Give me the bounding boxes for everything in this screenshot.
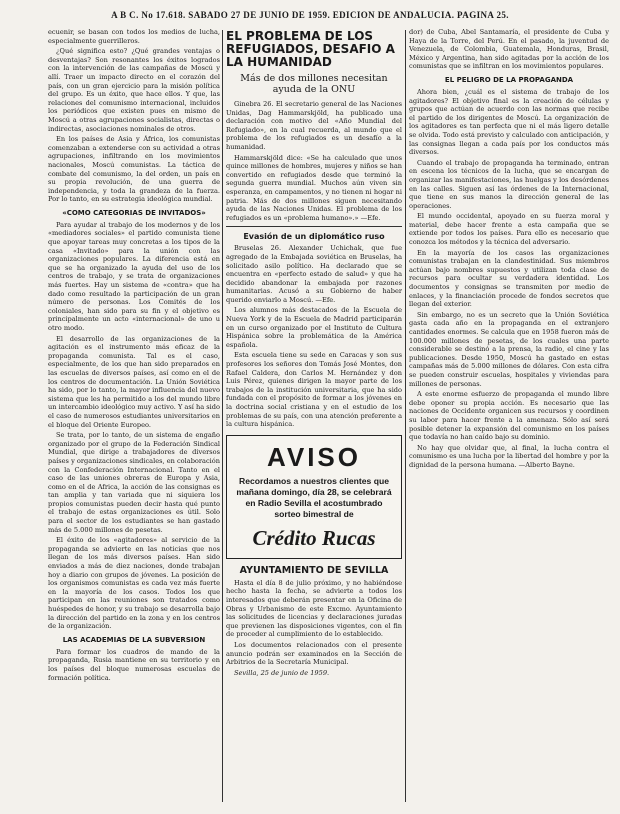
ad-body: Recordamos a nuestros clientes que mañana domingo, día 28, se celebrará en Radio Sevilla el acostumbrado sorteo bimestral de: [236, 475, 392, 519]
article-paragraph: Bruselas 26. Alexander Uchichak, que fue agregado de la Embajada soviética en Bruselas, ha solicitado asilo político. Ha declarado que se encuentra en «perfecto estado de salud» y que ha decidido abandonar la embajada por razones humanitarias. Acusó a su Gobierno de haber querido enviarlo a Moscú. —Efe.: [226, 244, 402, 304]
article-paragraph: A este enorme esfuerzo de propaganda el mundo libre debe oponer su propia acción. Es necesario que las naciones de Occidente organicen sus recursos y coordinen su labor para hacer frente a la amenaza. Sólo así será posible detener la expansión del comunismo en los países que todavía no han caído bajo su dominio.: [409, 390, 609, 442]
advertisement-box: [226, 435, 402, 559]
article-paragraph: Para ayudar al trabajo de los modernos y de los «mediadores sociales» el partido comunista tiene que apoyar tareas muy concretas a los tipos de la casa «Invitado» para la unión con las organizaciones populares. La diferencia está en que se ha organizado la ayuda del uso de los centros de trabajo, y se trata de organizaciones más fuertes. Hay un sistema de «contra» que ha dado como resultado la participación de un gran número de personas. Los Comités de los coloniales, han sido para su fin y el objetivo es principalmente un acto «internacional» de uno u otro modo.: [48, 220, 220, 332]
article-paragraph: dor) de Cuba, Abel Santamaría, el presidente de Cuba y Haya de la Torre, del Perú. En el pasado, la juventud de Venezuela, de Colombia, Guatemala, Honduras, Brasil, México y Argentina, han sido agitadas por la acción de los comunistas que se infiltran en los movimientos populares.: [409, 28, 609, 71]
article-paragraph: Ginebra 26. El secretario general de las Naciones Unidas, Dag Hammarskjöld, ha publicado una declaración con motivo del «Año Mundial del Refugiado», en la cual recuerda, al mundo que el problema de los refugiados es un desafío a la humanidad.: [226, 100, 402, 151]
section-heading: «COMO CATEGORIAS DE INVITADOS»: [62, 208, 206, 217]
article-paragraph: Los alumnos más destacados de la Escuela de Nueva York y de la Escuela de Madrid participarán en un curso organizado por el Instituto de Cultura Hispánica sobre la problemática de la América española.: [226, 306, 402, 349]
section-heading: EL PELIGRO DE LA PROPAGANDA: [444, 75, 574, 84]
article-paragraph: Sin embargo, no es un secreto que la Unión Soviética gasta cada año en la propaganda en el extranjero cantidades enormes. Se calcula que en 1958 fueron más de 100.000 millones de pesetas, de los cuales una parte considerable se destinó a la prensa, la radio, el cine y las publicaciones. Desde 1950, Moscú ha gastado en estas campañas más de 5.000 millones de dólares. Con esta cifra se pueden construir escuelas, hospitales y viviendas para millones de personas.: [409, 310, 609, 388]
notice-heading: AYUNTAMIENTO DE SEVILLA: [239, 564, 389, 576]
article-paragraph: ecuenir, se basan con todos los medios de lucha, especialmente guerrilleros.: [48, 28, 220, 45]
subheadline: Más de dos millones necesitan ayuda de la ONU: [240, 73, 388, 95]
article-paragraph: En los países de Asia y África, los comunistas comenzaban a extenderse con su actividad a otras agrupaciones, infiltrando en los movimientos nacionales, Moscú comunistas. La táctica de combate del comunismo, la del orden, un país en su propia revolución, de una guerra de independencia, y toda la grandeza de la fuerza. Por lo tanto, en su estrategia ideológica mundial.: [48, 135, 220, 204]
signature-date: Sevilla, 25 de junio de 1959.: [234, 668, 330, 677]
column-center: [226, 28, 402, 808]
article-paragraph: Hasta el día 8 de julio próximo, y no habiéndose hecho hasta la fecha, se advierte a todos los interesados que deberán presentar en la Oficina de Obras y Urbanismo de este Excmo. Ayuntamiento las solicitudes de licencias y declaraciones juradas que previenen las disposiciones vigentes, con el fin de proceder al cumplimiento de lo establecido.: [226, 578, 402, 639]
column-left: [48, 28, 220, 808]
ad-title: AVISO: [267, 441, 361, 472]
headline-refugees: EL PROBLEMA DE LOS REFUGIADOS, DESAFIO A LA HUMANIDAD: [226, 29, 395, 69]
article-paragraph: Los documentos relacionados con el presente anuncio podrán ser examinados en la Sección de Arbitrios de la Secretaría Municipal.: [226, 640, 402, 667]
ad-logo: Crédito Rucas: [252, 525, 376, 550]
section-heading: LAS ACADEMIAS DE LA SUBVERSION: [62, 635, 206, 644]
article-paragraph: Ahora bien, ¿cuál es el sistema de trabajo de los agitadores? El objetivo final es la creación de células y grupos que actúan de acuerdo con las normas que recibe el partido de los dirigentes de Moscú. La organización de los agitadores es tan perfecta que ni el más ligero detalle se olvida. Todo está previsto y calculado con anticipación, y las consignas llegan a cada país por los conductos más diversos.: [409, 87, 609, 157]
article-paragraph: Se trata, por lo tanto, de un sistema de engaño organizado por el grupo de la Federación Sindical Mundial, que dirige a trabajadores de diversos países y organizaciones sindicales, en colaboración con la Confederación Internacional. Tanto en el caso de las uniones obreras de Europa y Asia, como en el de Africa, la acción de las consignas es tan amplia y tan variada que ni siquiera los propios comunistas pueden decir hasta qué punto el trabajo de estas organizaciones es útil. Solo para el sector de los estudiantes se han gastado más de 5.000 millones de pesetas.: [48, 431, 220, 534]
page-header: A B C. No 17.618. SABADO 27 DE JUNIO DE 1959. EDICION DE ANDALUCIA. PAGINA 25.: [111, 10, 509, 20]
article-paragraph: En la mayoría de los casos las organizaciones comunistas trabajan en la clandestinidad. Sus miembros actúan bajo nombres supuestos y utilizan toda clase de recursos para ocultar su verdadera identidad. Los documentos y consignas se transmiten por medio de enlaces, y la financiación procede de fondos secretos que llegan del exterior.: [409, 248, 609, 309]
article-paragraph: Hammarskjöld dice: «Se ha calculado que unos quince millones de hombres, mujeres y niños se han convertido en refugiados desde que terminó la segunda guerra mundial. Muchos aún viven sin esperanza, en campamentos, y no tienen ni hogar ni patria. Más de dos millones siguen necesitando ayuda de las Naciones Unidas. El problema de los refugiados es un «problema humano».» —Efe.: [226, 153, 402, 222]
divider: [226, 226, 402, 227]
column-rule: [222, 30, 223, 802]
column-rule: [405, 30, 406, 802]
article-paragraph: Cuando el trabajo de propaganda ha terminado, entran en escena los técnicos de la lucha, que se encargan de organizar las manifestaciones, las huelgas y los desórdenes en las calles. Siguen así las órdenes de la Internacional, que tiene en sus manos la dirección general de las operaciones.: [409, 158, 609, 210]
article-paragraph: No hay que olvidar que, al final, la lucha contra el comunismo es una lucha por la libertad del hombre y por la dignidad de la persona humana. —Alberto Bayne.: [409, 443, 609, 469]
article-paragraph: El mundo occidental, apoyado en su fuerza moral y material, debe hacer frente a esta campaña que se extiende por todos los países. Para ello es necesario que conozca los métodos y la técnica del adversario.: [409, 212, 609, 247]
article-paragraph: Esta escuela tiene su sede en Caracas y son sus profesores los señores don Tomás José Montes, don Rafael Caldera, don Carlos M. Hernández y don Luis Pérez, quienes dirigen la mayor parte de los trabajos de la institución universitaria, que ha sido fundada con el propósito de formar a los jóvenes en la doctrina social cristiana y en el estudio de los problemas de su país, con una atención preferente a la cultura hispánica.: [226, 351, 402, 429]
section-heading: Evasión de un diplomático ruso: [243, 232, 385, 242]
article-paragraph: El éxito de los «agitadores» al servicio de la propaganda se advierte en las noticias que nos llegan de los más diversos países. Han sido enviados a más de diez naciones, donde trabajan hoy a diario con grupos de jóvenes. La posición de los organismos comunistas es cada vez más fuerte en la mayoría de los casos. Todos los que participan en las reuniones son tratados como huéspedes de honor, y su trabajo se desarrolla bajo la dirección del partido en la zona y en los centros de la organización.: [48, 536, 220, 631]
column-right: [409, 28, 609, 808]
article-paragraph: El desarrollo de las organizaciones de la agitación es el instrumento más eficaz de la propaganda comunista. Tal es el caso, especialmente, de los que han sido preparados en las escuelas de diversos países, así como en el de los centros de documentación. La Unión Soviética ha sido, por lo tanto, la mayor influencia del nuevo sistema que les ha permitido a los del mundo libre un intercambio ideológico muy activo. Y así ha sido el caso de numerosos estudiantes universitarios en el bloque del Oriente Europeo.: [48, 334, 220, 429]
article-paragraph: Para formar los cuadros de mando de la propaganda, Rusia mantiene en su territorio y en los países del bloque numerosas escuelas de formación política.: [48, 647, 220, 682]
article-paragraph: ¿Qué significa esto? ¿Qué grandes ventajas o desventajas? Son resonantes los éxitos logrados con la intervención de las campañas de Moscú y allí. Traer un impacto directo en el corazón del país, con un gran ejercicio para la misión política del grupo. Es un éxito, que hace ellos. Y que, las relaciones del comunismo internacional, incluidos los periódicos que existen pues en mismo de Moscú a otras agrupaciones socialistas, directas o indirectas, asociaciones nominales de otros.: [48, 47, 220, 133]
